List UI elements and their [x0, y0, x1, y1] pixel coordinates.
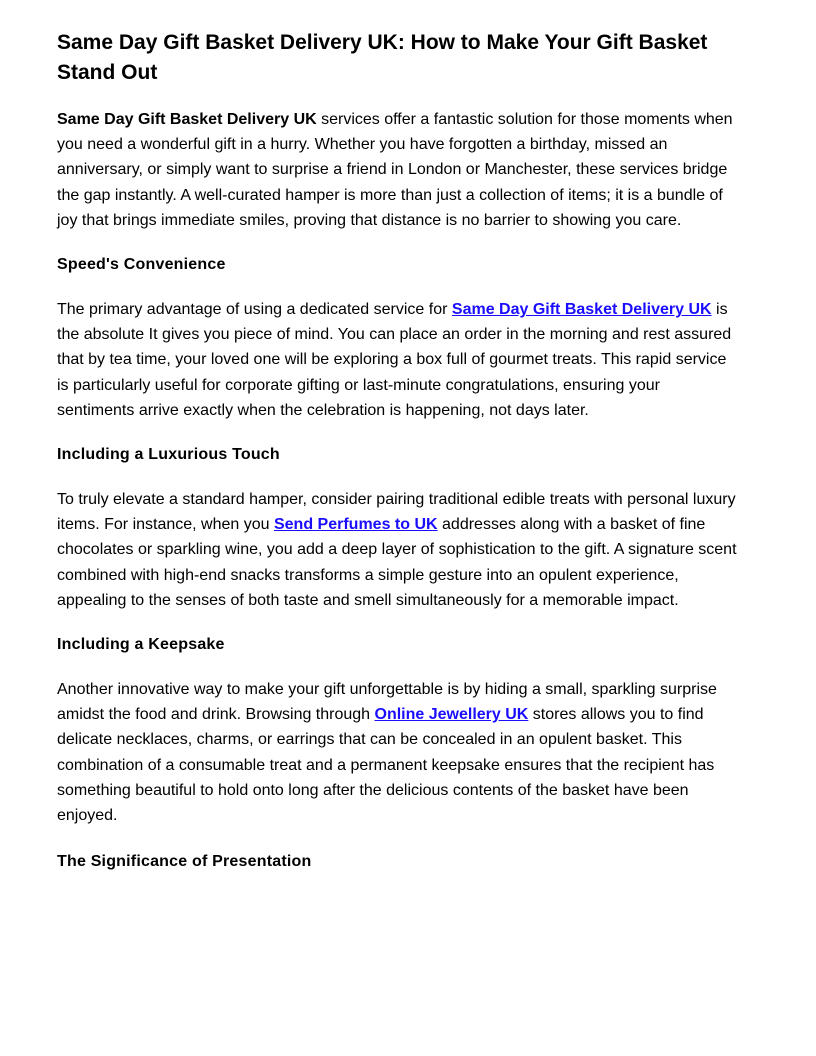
document-page: [57, 28, 737, 873]
luxury-text-after: addresses along with a basket of fine chocolates or sparkling wine, you add a deep layer of sophistication to the gift. A signature scent combined with high-end snacks transforms a simple gesture into an opulent experience, appealing to the senses of both taste and smell simultaneously for a memorable impact.: [57, 516, 737, 609]
section-heading-presentation: The Significance of Presentation: [57, 853, 312, 871]
luxury-text-before: To truly elevate a standard hamper, consider pairing traditional edible treats with personal luxury items. For instance, when you: [57, 491, 736, 534]
keepsake-text-after: stores allows you to find delicate necklaces, charms, or earrings that can be concealed in an opulent basket. This combination of a consumable treat and a permanent keepsake ensures that the recipient has something beautiful to hold onto long after the delicious contents of the basket have been enjoyed.: [57, 706, 715, 825]
speed-text-after: is the absolute It gives you piece of mind. You can place an order in the morning and rest assured that by tea time, your loved one will be exploring a box full of gourmet treats. This rapid service is particularly useful for corporate gifting or last-minute congratulations, ensuring your sentiments arrive exactly when the celebration is happening, not days later.: [57, 301, 732, 419]
section-heading-keepsake: Including a Keepsake: [57, 636, 225, 654]
page-title: Same Day Gift Basket Delivery UK: How to Make Your Gift Basket Stand Out: [57, 31, 708, 84]
keepsake-text-before: Another innovative way to make your gift unforgettable is by hiding a small, sparkling surprise amidst the food and drink. Browsing through: [57, 681, 717, 724]
section-heading-speed: Speed's Convenience: [57, 256, 226, 274]
intro-paragraph: [57, 107, 737, 233]
intro-keyword: Same Day Gift Basket Delivery UK: [57, 111, 317, 128]
section-heading-luxury: Including a Luxurious Touch: [57, 446, 280, 464]
link-same-day-gift-basket[interactable]: Same Day Gift Basket Delivery UK: [451, 301, 712, 319]
link-online-jewellery[interactable]: Online Jewellery UK: [374, 706, 529, 724]
speed-text-before: The primary advantage of using a dedicated service for: [57, 301, 452, 319]
section-paragraph-speed: [57, 297, 737, 423]
intro-text: services offer a fantastic solution for those moments when you need a wonderful gift in a hurry. Whether you have forgotten a birthday, missed an anniversary, or simply want to surprise a friend in London or Manchester, these services bridge the gap instantly. A well-curated hamper is more than just a collection of items; it is a bundle of joy that brings immediate smiles, proving that distance is no barrier to showing you care.: [57, 111, 733, 229]
section-paragraph-luxury: [57, 487, 737, 613]
link-send-perfumes[interactable]: Send Perfumes to UK: [273, 516, 438, 534]
section-paragraph-keepsake: [57, 677, 737, 828]
